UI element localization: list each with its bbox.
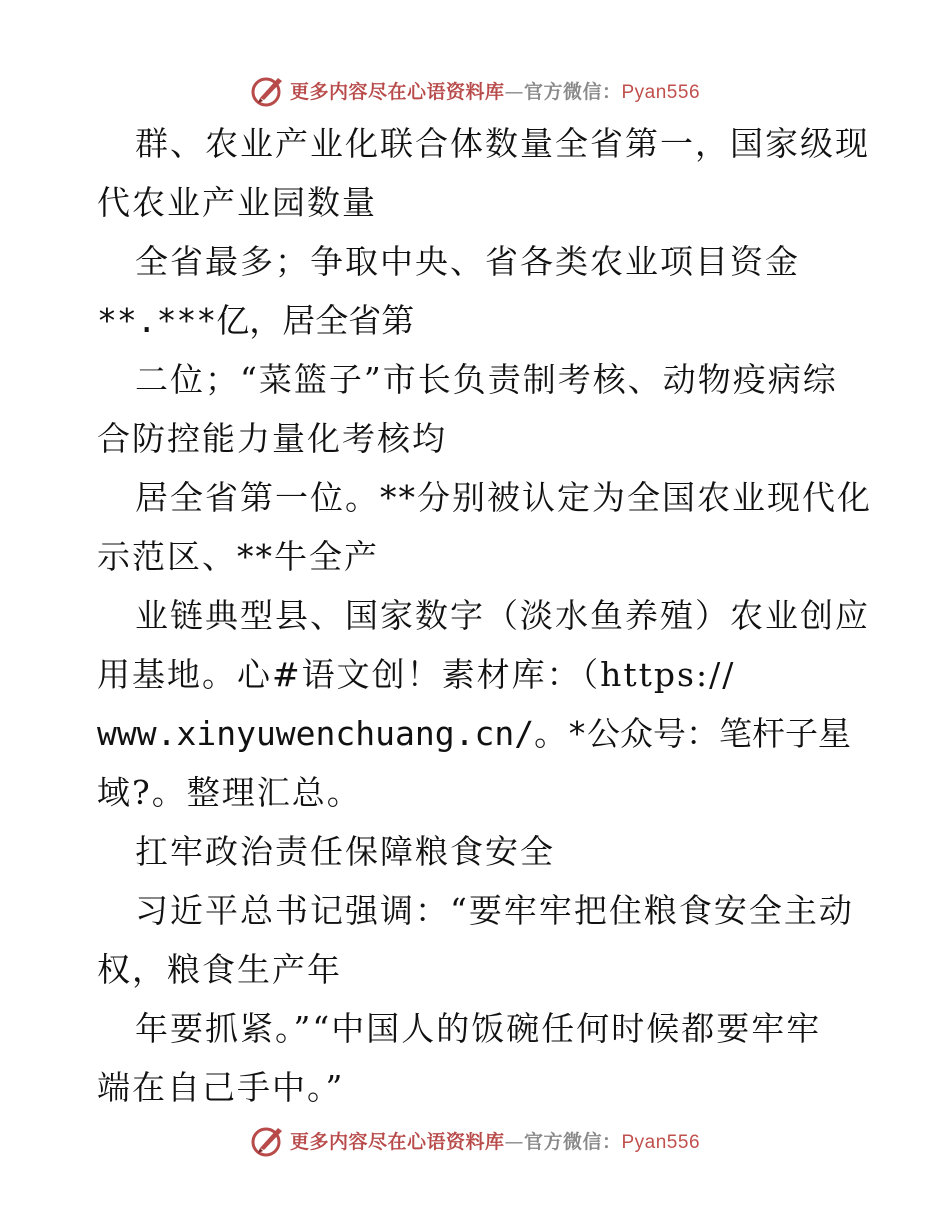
- section-heading: 扛牢政治责任保障粮食安全: [135, 832, 555, 871]
- paragraph-line: 域?。整理汇总。: [97, 773, 362, 812]
- paragraph-line: 习近平总书记强调：“要牢牢把住粮食安全主动: [135, 891, 854, 930]
- paragraph-line: 用基地。心#语文创！素材库：（https://: [97, 655, 736, 694]
- paragraph-line: **.***亿，居全省第: [97, 301, 415, 340]
- paragraph-line: 代农业产业园数量: [97, 183, 377, 222]
- paragraph-line: 群、农业产业化联合体数量全省第一，国家级现: [135, 124, 870, 163]
- banner-text: [290, 77, 700, 104]
- paragraph-line: 示范区、**牛全产: [97, 537, 379, 576]
- paragraph-line: 全省最多；争取中央、省各类农业项目资金: [135, 242, 800, 281]
- banner-wechat-id: Pyan556: [621, 81, 701, 103]
- banner-wechat-label: 官方微信：: [523, 80, 622, 103]
- banner-separator: —: [504, 1130, 524, 1153]
- banner-text: [290, 1127, 700, 1154]
- header-watermark-banner: [0, 70, 950, 110]
- footer-watermark-banner: [0, 1120, 950, 1160]
- paragraph-line: 合防控能力量化考核均: [97, 419, 447, 458]
- banner-title: 更多内容尽在心语资料库: [289, 1130, 505, 1153]
- paragraph-line: 端在自己手中。”: [97, 1068, 345, 1107]
- banner-title: 更多内容尽在心语资料库: [289, 80, 505, 103]
- paragraph-line: 权，粮食生产年: [97, 950, 342, 989]
- paragraph-line: 居全省第一位。**分别被认定为全国农业现代化: [135, 478, 872, 517]
- quill-pen-logo-icon: [250, 1122, 286, 1158]
- paragraph-line: 二位；“菜篮子”市长负责制考核、动物疫病综: [135, 360, 838, 399]
- banner-separator: —: [504, 80, 524, 103]
- banner-wechat-label: 官方微信：: [523, 1130, 622, 1153]
- banner-wechat-id: Pyan556: [621, 1131, 701, 1153]
- quill-pen-logo-icon: [250, 72, 286, 108]
- paragraph-line: 业链典型县、国家数字（淡水鱼养殖）农业创应: [135, 596, 870, 635]
- paragraph-line: www.xinyuwenchuang.cn/。*公众号：笔杆子星: [97, 714, 851, 753]
- paragraph-line: 年要抓紧。”“中国人的饭碗任何时候都要牢牢: [135, 1009, 822, 1048]
